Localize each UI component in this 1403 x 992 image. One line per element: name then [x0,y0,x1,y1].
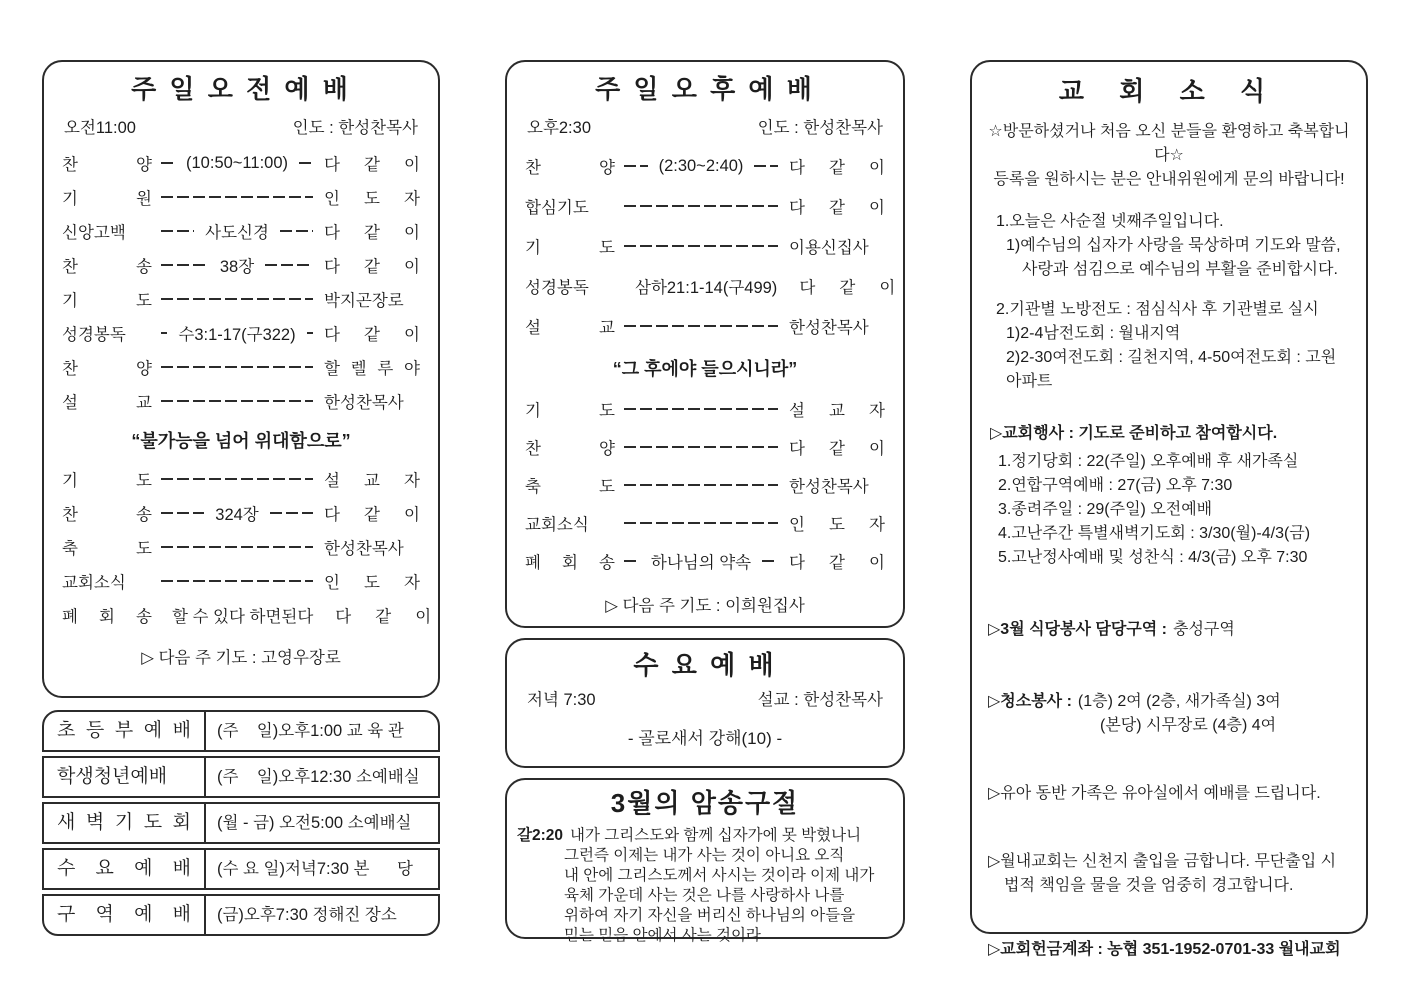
wednesday-worship-panel [505,638,905,768]
event-line: 1.정기당회 : 22(주일) 오후예배 후 새가족실 [998,453,1299,470]
worship-item-label: 설 교 [62,394,152,412]
schedule-service-name: 수 요 예 배 [44,850,206,888]
morning-next-prayer-note: ▷ 다음 주 기도 : 고영우장로 [141,649,341,667]
worship-row [62,496,420,530]
worship-row [62,384,420,418]
leader-dash [624,560,640,562]
worship-item-label: 폐 회 송 [525,554,615,572]
welcome-block [988,120,1350,192]
worship-item-detail: 할 수 있다 하면된다 [172,608,314,626]
verse-line: 육체 가운데 사는 것은 나를 사랑하사 나를 [564,887,845,904]
morning-worship-title: 주 일 오 전 예 배 [131,74,351,104]
leader-dash [624,205,778,207]
worship-item-label: 폐 회 송 [62,608,152,626]
weekly-schedule-table [42,710,440,936]
afternoon-worship-header [527,116,883,140]
leader-dash [161,400,313,402]
worship-item-person: 인 도 자 [789,516,885,534]
worship-item-label: 성경봉독 [62,326,126,344]
worship-item-label: 찬 양 [525,440,615,458]
worship-row [525,186,885,226]
worship-item-person: 다 같 이 [799,279,896,297]
leader-dash [624,446,778,448]
worship-item-person: 한성찬목사 [789,319,869,337]
cleaning-duty-line [988,690,1350,714]
worship-item-label: 교회소식 [62,574,126,592]
worship-item-person: 다 같 이 [789,440,885,458]
worship-item-person: 설 교 자 [324,472,420,490]
leader-dash [161,512,204,514]
worship-item-detail: (2:30~2:40) [658,156,744,175]
wednesday-sermon-subject: - 골로새서 강해(10) - [627,729,783,748]
verse-reference: 갈2:20 [517,827,563,844]
news-line: 사랑과 섬김으로 예수님의 부활을 준비합시다. [1022,261,1338,278]
worship-row [525,390,885,428]
leader-dash [161,366,313,368]
news-item-evangelism [988,298,1350,394]
dining-duty-label: ▷3월 식당봉사 담당구역 : [988,621,1167,638]
worship-item-label: 축 도 [62,540,152,558]
leader-dash [624,522,778,524]
event-line: 5.고난정사예배 및 성찬식 : 4/3(금) 오후 7:30 [998,549,1308,566]
worship-row [62,214,420,248]
afternoon-worship-time: 오후2:30 [527,119,591,137]
leader-dash [161,546,313,548]
leader-dash [754,165,778,167]
schedule-row [42,802,440,844]
schedule-service-name: 새 벽 기 도 회 [44,804,206,842]
worship-item-person: 다 같 이 [324,156,421,174]
schedule-service-detail: (수 요 일)저녁7:30 본 당 [217,860,413,878]
worship-item-label: 찬 양 [62,156,152,174]
worship-item-person: 한성찬목사 [324,394,404,412]
worship-item-label: 설 교 [525,319,615,337]
leader-dash [161,478,313,480]
schedule-service-detail: (월 - 금) 오전5:00 소예배실 [217,814,412,832]
worship-item-detail: 38장 [219,258,255,276]
leader-dash [307,332,313,334]
event-line: 3.종려주일 : 29(주일) 오전예배 [998,501,1213,518]
schedule-service-name: 초 등 부 예 배 [44,712,206,750]
worship-row [525,466,885,504]
worship-item-label: 합심기도 [525,199,589,217]
worship-item-person: 인 도 자 [324,190,420,208]
church-news-panel [970,60,1368,958]
wednesday-worship-title: 수 요 예 배 [633,650,777,680]
welcome-line: ☆방문하셨거나 처음 오신 분들을 환영하고 축복합니다☆ [988,123,1350,164]
wednesday-worship-time: 저녁 7:30 [527,691,596,709]
verse-line: 내 안에 그리스도께서 사시는 것이라 이제 내가 [564,867,875,884]
worship-item-label: 기 도 [62,292,152,310]
event-line: 2.연합구역예배 : 27(금) 오후 7:30 [998,477,1233,494]
verse-line: 위하여 자기 자신을 버리신 하나님의 아들을 [564,907,856,924]
worship-item-label: 성경봉독 [525,279,589,297]
worship-item-detail: 삼하21:1-14(구499) [635,279,778,297]
worship-row [62,248,420,282]
welcome-line: 등록을 원하시는 분은 안내위원에게 문의 바랍니다! [993,171,1345,188]
morning-worship-header [64,116,418,140]
schedule-row [42,710,440,752]
worship-row [62,316,420,350]
schedule-service-detail: (금)오후7:30 정해진 장소 [217,906,397,924]
schedule-row [42,848,440,890]
worship-row [525,504,885,542]
worship-item-person: 설 교 자 [789,402,885,420]
morning-worship-time: 오전11:00 [64,119,136,137]
event-line: 4.고난주간 특별새벽기도회 : 3/30(월)-4/3(금) [998,525,1311,542]
leader-dash [762,560,778,562]
leader-dash [624,484,778,486]
memory-verse-panel [505,778,905,944]
worship-item-person: 다 같 이 [789,159,886,177]
worship-item-label: 찬 양 [525,159,615,177]
worship-item-detail: 수3:1-17(구322) [178,326,296,344]
news-line: 2)2-30여전도회 : 길천지역, 4-50여전도회 : 고원아파트 [1006,349,1337,390]
worship-item-label: 기 도 [525,239,615,257]
worship-item-label: 찬 송 [62,506,152,524]
verse-line [517,826,893,846]
worship-row [525,226,885,266]
dining-duty-value: 충성구역 [1172,621,1235,638]
morning-sermon-title: “불가능을 넘어 위대함으로” [131,431,351,451]
schedule-service-detail: (주 일)오후1:00 교 육 관 [217,722,404,740]
morning-worship-leader: 인도 : 한성찬목사 [292,119,418,137]
worship-item-label: 찬 송 [62,258,152,276]
news-line: 1)2-4남전도회 : 월내지역 [1006,325,1181,342]
worship-row [62,180,420,214]
worship-row [525,428,885,466]
worship-item-label: 교회소식 [525,516,589,534]
worship-item-detail: 사도신경 [205,224,269,242]
church-news-title: 교 회 소 식 [1058,76,1280,106]
cleaning-duty-line2: (본당) 시무장로 (4층) 4여 [1100,717,1277,734]
leader-dash [161,196,313,198]
worship-item-person: 다 같 이 [324,224,421,242]
worship-row [62,530,420,564]
leader-dash [161,580,313,582]
news-line: 1.오늘은 사순절 넷째주일입니다. [996,213,1224,230]
worship-item-person: 이용신집사 [789,239,869,257]
leader-dash [624,325,778,327]
verse-text: 내가 그리스도와 함께 십자가에 못 박혔나니 [570,827,862,844]
leader-dash [161,230,194,232]
church-events-heading: ▷교회행사 : 기도로 준비하고 참여합시다. [990,425,1278,442]
worship-row [62,146,420,180]
worship-row [525,266,896,306]
verse-line: 믿는 믿음 안에서 사는 것이라 [564,927,761,944]
leader-dash [624,245,778,247]
worship-item-person: 박지곤장로 [324,292,404,310]
infant-notice-line: ▷유아 동반 가족은 유아실에서 예배를 드립니다. [988,785,1321,802]
worship-item-label: 찬 양 [62,360,152,378]
news-item-lent [988,210,1350,282]
leader-dash [299,162,313,164]
dining-duty-line [988,618,1350,642]
leader-dash [270,512,313,514]
worship-item-person: 한성찬목사 [789,478,869,496]
afternoon-worship-title: 주 일 오 후 예 배 [595,74,815,104]
worship-row [62,564,420,598]
schedule-service-name: 학생청년예배 [44,758,206,796]
afternoon-worship-panel [505,60,905,628]
schedule-row [42,756,440,798]
worship-item-label: 기 도 [62,472,152,490]
wednesday-worship-preacher: 설교 : 한성찬목사 [757,691,883,709]
worship-item-label: 축 도 [525,478,615,496]
worship-item-person: 할 렐 루 야 [324,360,420,378]
cleaning-duty-label: ▷청소봉사 : [988,693,1072,710]
leader-dash [161,298,313,300]
offering-account-line: ▷교회헌금계좌 : 농협 351-1952-0701-33 월내교회 [988,941,1341,958]
worship-row [62,462,420,496]
wednesday-worship-header [527,688,883,712]
worship-item-detail: 324장 [215,506,259,524]
worship-item-person: 다 같 이 [324,326,420,344]
schedule-service-detail: (주 일)오후12:30 소예배실 [217,768,420,786]
worship-row [62,350,420,384]
worship-row [525,146,885,186]
leader-dash [624,408,778,410]
worship-item-person: 다 같 이 [324,258,421,276]
leader-dash [265,264,313,266]
worship-item-person: 인 도 자 [324,574,420,592]
schedule-service-name: 구 역 예 배 [44,896,206,934]
worship-item-label: 신앙고백 [62,224,126,242]
memory-verse-title: 3월의 암송구절 [610,788,800,818]
worship-row [62,282,420,316]
worship-item-person: 다 같 이 [324,506,420,524]
worship-item-detail: 하나님의 약속 [650,554,752,572]
worship-row [525,306,885,346]
warning-line2: 법적 책임을 물을 것을 엄중히 경고합니다. [1004,877,1294,894]
worship-row [62,598,432,632]
news-line: 1)예수님의 십자가 사랑을 묵상하며 기도와 말씀, [1006,237,1341,254]
verse-line: 그런즉 이제는 내가 사는 것이 아니요 오직 [564,847,845,864]
worship-item-detail: (10:50~11:00) [186,153,288,172]
afternoon-sermon-title: “그 후에야 들으시니라” [612,359,798,379]
news-line: 2.기관별 노방전도 : 점심식사 후 기관별로 실시 [996,301,1319,318]
leader-dash [280,230,313,232]
afternoon-worship-leader: 인도 : 한성찬목사 [757,119,883,137]
worship-item-label: 기 원 [62,190,152,208]
leader-dash [161,162,175,164]
leader-dash [624,165,648,167]
worship-item-person: 한성찬목사 [324,540,404,558]
worship-item-person: 다 같 이 [789,199,885,217]
worship-row [525,542,885,580]
morning-worship-panel [42,60,440,698]
warning-line: ▷월내교회는 신천지 출입을 금합니다. 무단출입 시 [988,853,1337,870]
leader-dash [161,264,209,266]
worship-item-person: 다 같 이 [789,554,885,572]
leader-dash [161,332,167,334]
worship-item-person: 다 같 이 [335,608,432,626]
schedule-row [42,894,440,936]
cleaning-duty-value: (1층) 2여 (2층, 새가족실) 3여 [1077,693,1281,710]
afternoon-next-prayer-note: ▷ 다음 주 기도 : 이희원집사 [605,597,805,615]
worship-item-label: 기 도 [525,402,615,420]
